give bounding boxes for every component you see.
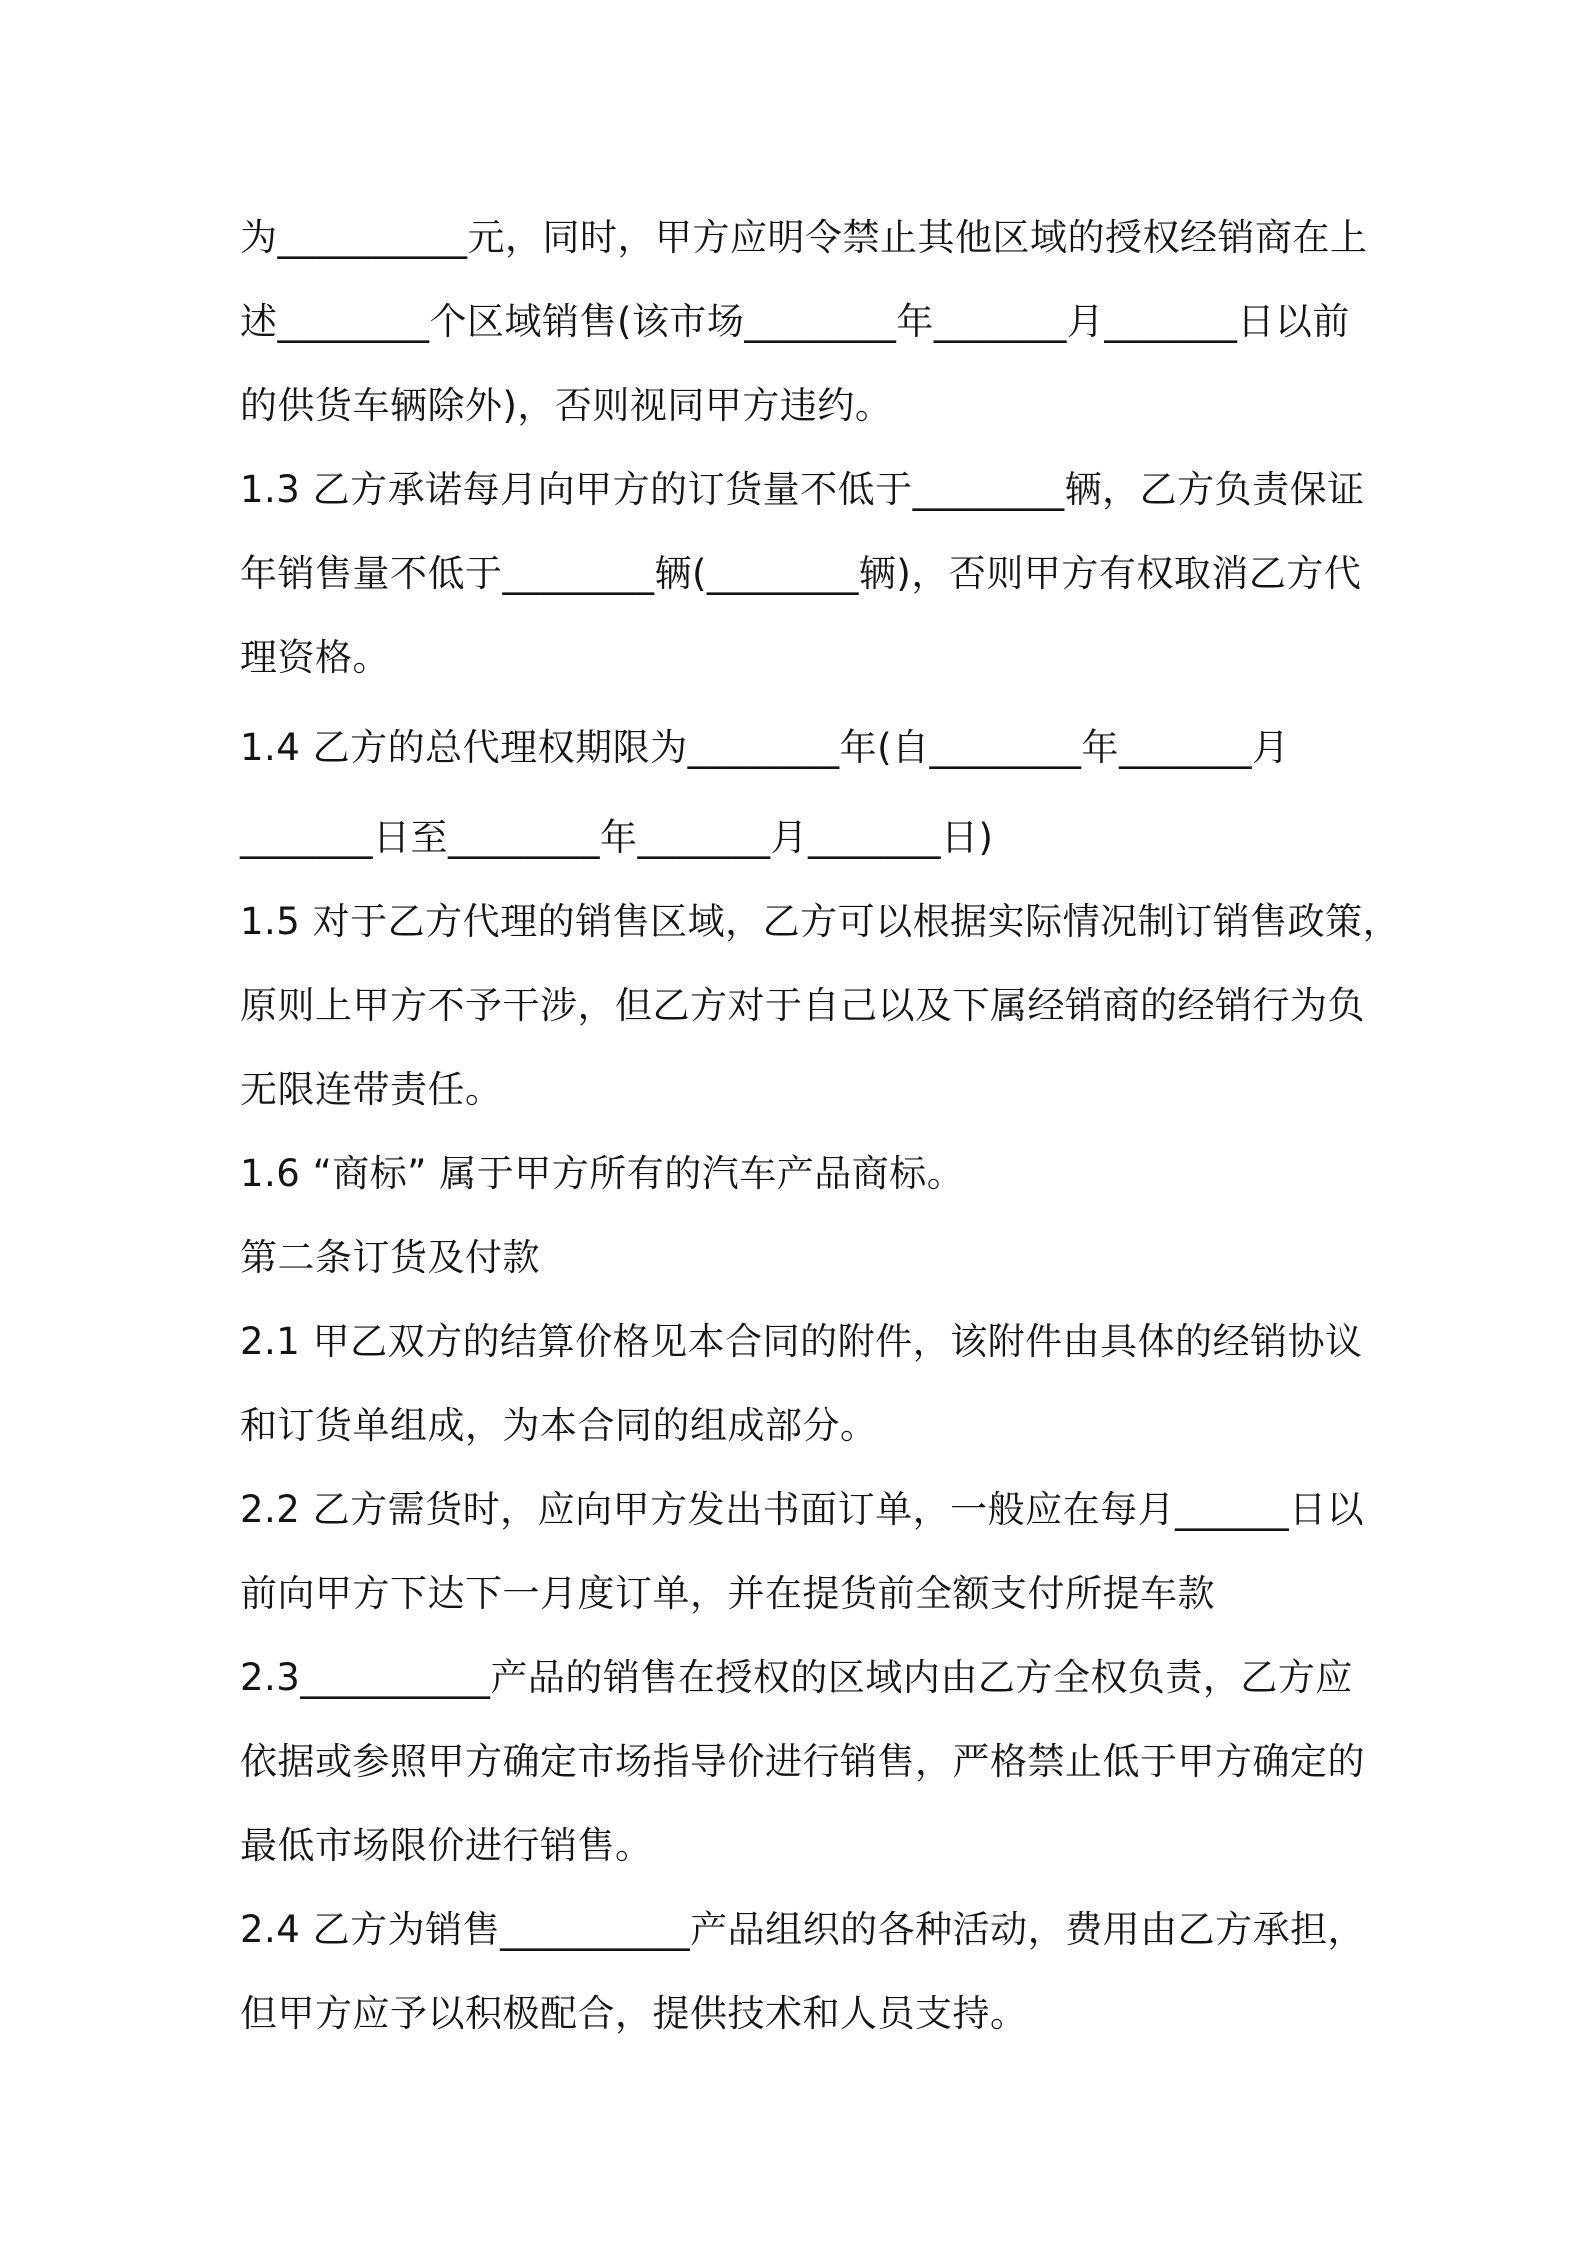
clause-2-1: 2.1 甲乙双方的结算价格见本合同的附件，该附件由具体的经销协议 [240,1320,1363,1363]
clause-2-3: 2.3__________产品的销售在授权的区域内由乙方全权负责，乙方应 [240,1656,1353,1699]
text-line: 年销售量不低于________辆(________辆)，否则甲方有权取消乙方代 [240,552,1362,595]
text-line: 述________个区域销售(该市场________年_______月_______日以前 [240,300,1350,343]
clause-1-6: 1.6 “商标” 属于甲方所有的汽车产品商标。 [240,1152,965,1195]
contract-text-body [240,196,1401,2056]
text-line: 依据或参照甲方确定市场指导价进行销售，严格禁止低于甲方确定的 [240,1740,1365,1783]
text-line: 但甲方应予以积极配合，提供技术和人员支持。 [240,1992,1028,2035]
clause-2-4: 2.4 乙方为销售__________产品组织的各种活动，费用由乙方承担， [240,1908,1366,1951]
text-line: 的供货车辆除外)，否则视同甲方违约。 [240,384,893,427]
clause-1-5: 1.5 对于乙方代理的销售区域，乙方可以根据实际情况制订销售政策， [240,900,1401,943]
section-heading: 第二条订货及付款 [240,1236,540,1279]
text-line: 理资格。 [240,636,390,679]
text-line: 为__________元，同时，甲方应明令禁止其他区域的授权经销商在上 [240,216,1368,259]
text-line: 和订货单组成，为本合同的组成部分。 [240,1404,878,1447]
text-line: 最低市场限价进行销售。 [240,1824,653,1867]
text-line: 前向甲方下达下一月度订单，并在提货前全额支付所提车款 [240,1572,1215,1615]
clause-1-4: 1.4 乙方的总代理权期限为________年(自________年_______月 [240,726,1290,769]
clause-2-2: 2.2 乙方需货时，应向甲方发出书面订单，一般应在每月______日以 [240,1488,1365,1531]
text-line: _______日至________年_______月_______日) [240,816,994,859]
text-line: 原则上甲方不予干涉，但乙方对于自己以及下属经销商的经销行为负 [240,984,1365,1027]
clause-1-3: 1.3 乙方承诺每月向甲方的订货量不低于________辆，乙方负责保证 [240,468,1365,511]
text-line: 无限连带责任。 [240,1068,503,1111]
